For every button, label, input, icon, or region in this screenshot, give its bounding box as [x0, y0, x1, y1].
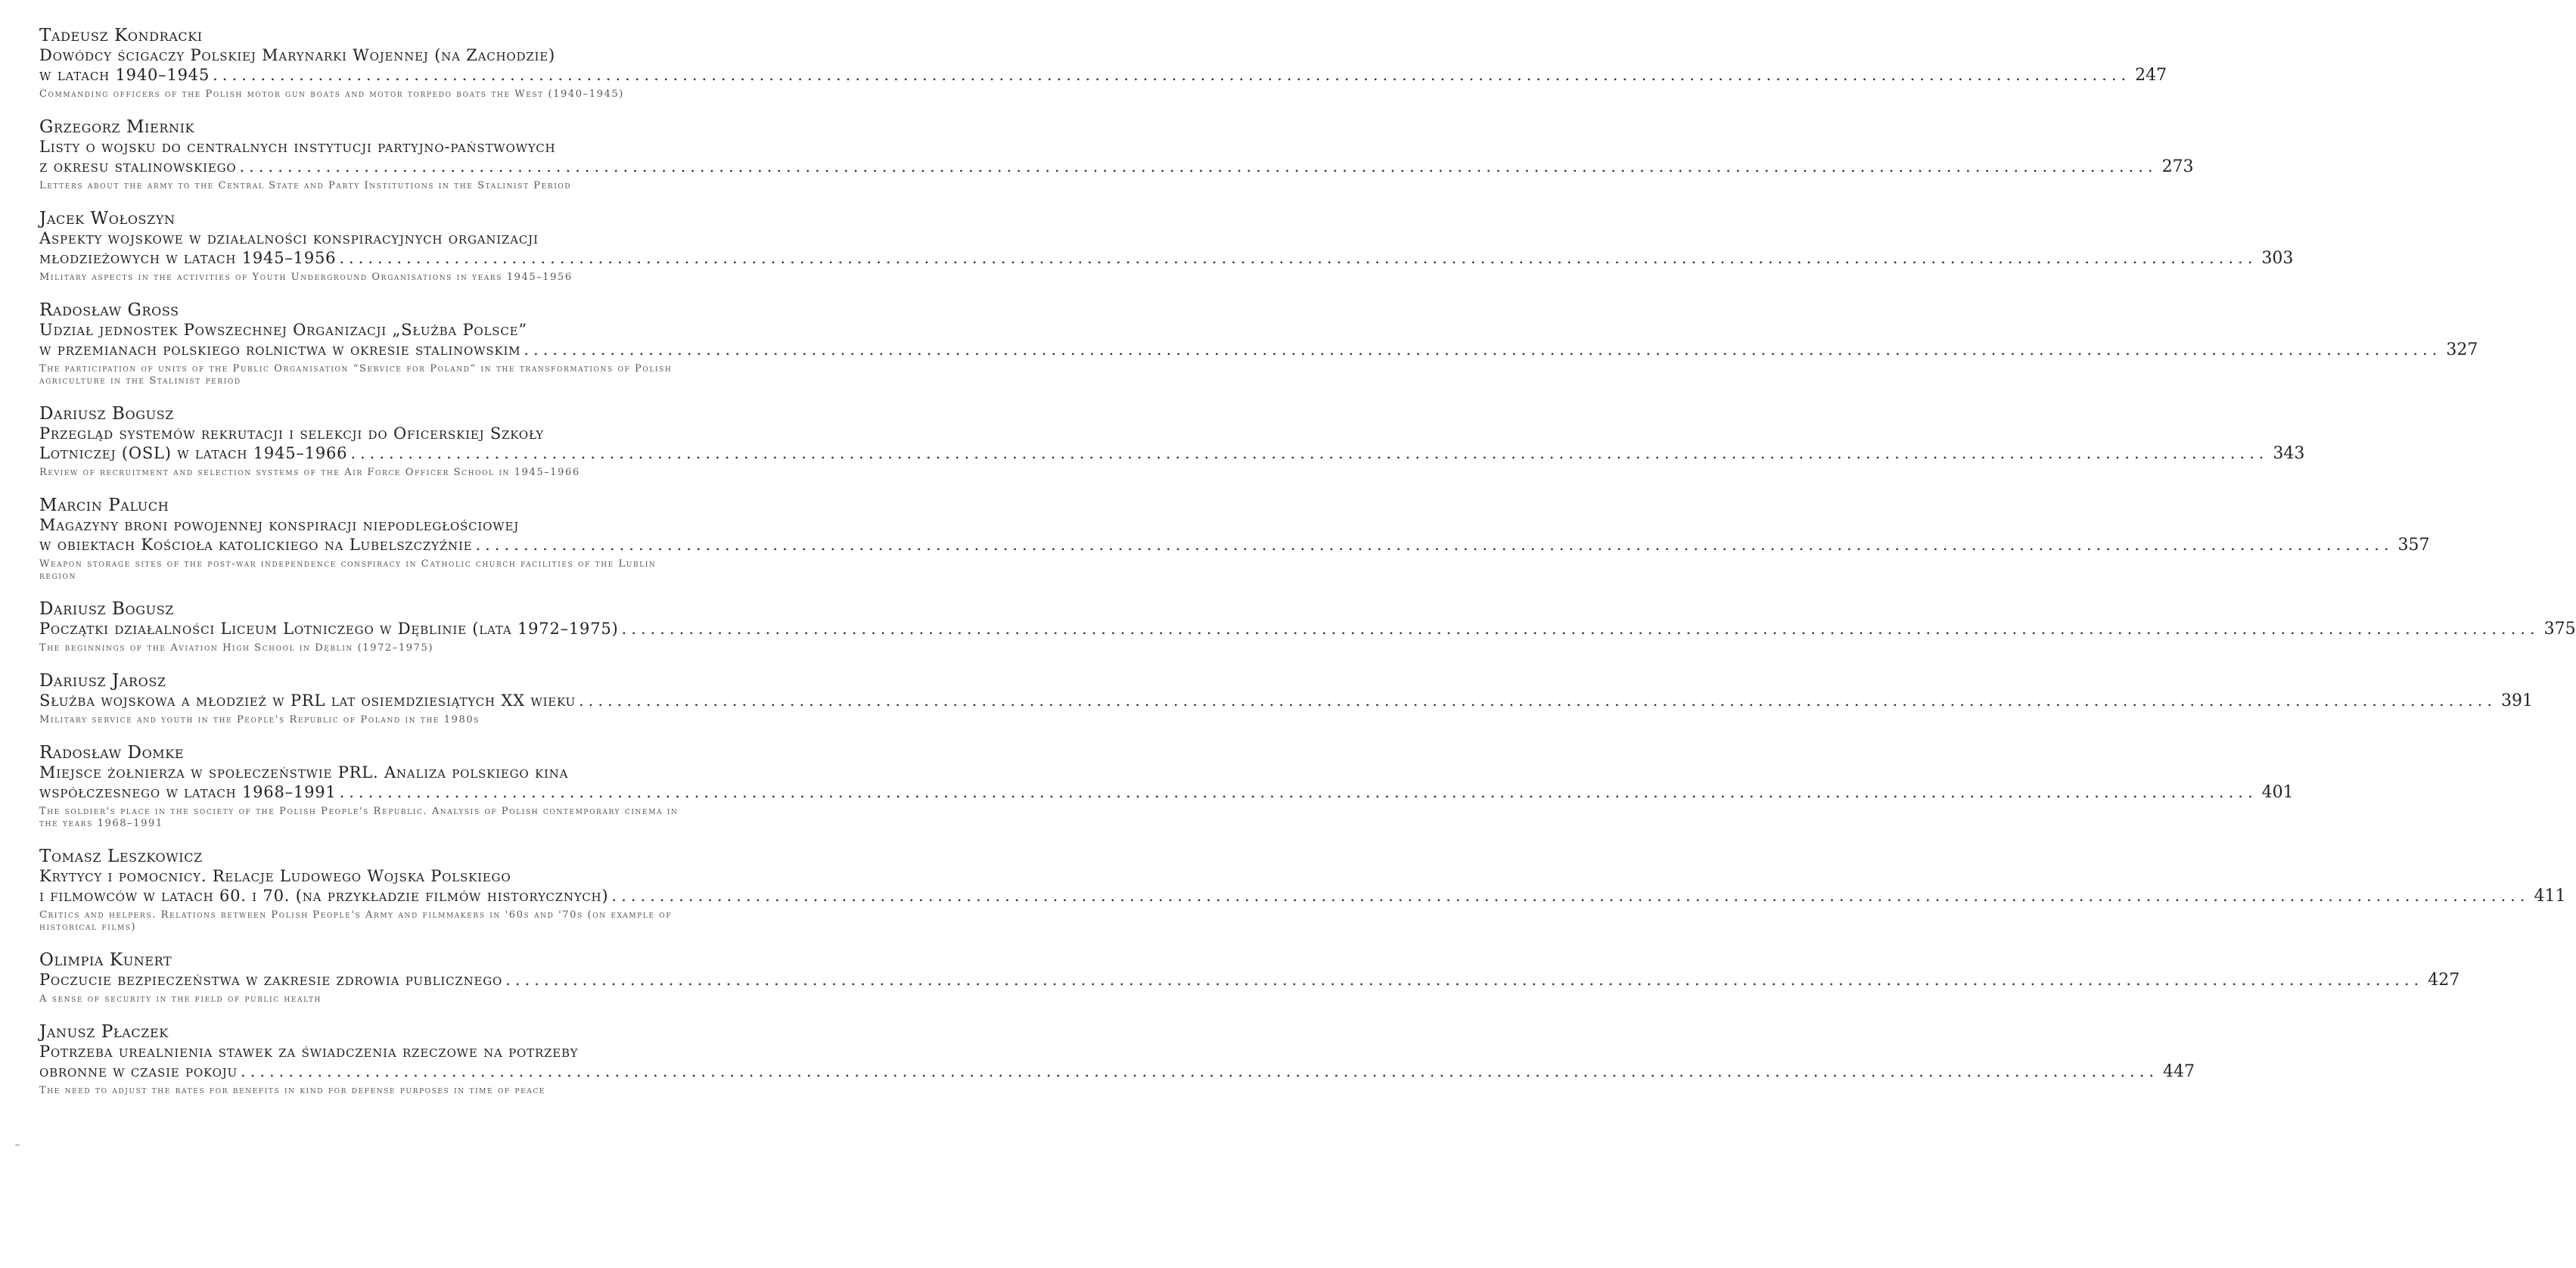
toc-entry [39, 599, 2576, 654]
entry-title-last-line [39, 691, 2534, 711]
dot-leader: ........................................................................................................................................................................................................ [339, 249, 2257, 267]
toc-entry [39, 847, 2566, 934]
entry-title [39, 1042, 2195, 1082]
entry-title-last-line [39, 970, 2460, 990]
entry-title [39, 320, 2478, 360]
entry-page-number: 357 [2397, 536, 2430, 555]
entry-english-title: Review of recruitment and selection systems of the Air Force Officer School in 1945–1966 [39, 467, 580, 478]
toc-entry [39, 496, 2430, 583]
entry-author: Radosław Domke [39, 743, 185, 763]
entry-english-title: Military service and youth in the People's Republic of Poland in the 1980s [39, 714, 480, 726]
entry-title-line: w obiektach Kościoła katolickiego na Lubelszczyźnie [39, 536, 473, 554]
table-of-contents [39, 26, 2576, 1114]
dot-leader: ........................................................................................................................................................................................................ [621, 620, 2540, 638]
scan-speck [15, 1144, 20, 1146]
entry-title [39, 763, 2294, 803]
entry-title-last-line [39, 619, 2576, 639]
dot-leader: ........................................................................................................................................................................................................ [475, 536, 2394, 554]
entry-title-line: z okresu stalinowskiego [39, 157, 237, 176]
entry-title-line: Magazyny broni powojennej konspiracji niepodległościowej [39, 516, 520, 534]
dot-leader: ........................................................................................................................................................................................................ [213, 66, 2131, 84]
dot-leader: ........................................................................................................................................................................................................ [524, 340, 2442, 359]
entry-author: Dariusz Jarosz [39, 671, 166, 691]
entry-title [39, 619, 2576, 639]
entry-title-line: obronne w czasie pokoju [39, 1062, 238, 1080]
entry-page-number: 411 [2534, 887, 2566, 906]
entry-author: Jacek Wołoszyn [39, 209, 176, 228]
dot-leader: ........................................................................................................................................................................................................ [578, 691, 2497, 710]
entry-english-title: Commanding officers of the Polish motor gun boats and motor torpedo boats the West (1940–1945) [39, 89, 624, 100]
entry-title [39, 424, 2305, 464]
entry-title-line: Udział jednostek Powszechnej Organizacji „Służba Polsce” [39, 321, 527, 339]
toc-entry [39, 1022, 2195, 1097]
entry-title [39, 970, 2460, 990]
toc-entry [39, 209, 2294, 284]
entry-page-number: 447 [2163, 1062, 2195, 1081]
entry-title-line: w latach 1940–1945 [39, 66, 210, 84]
entry-title-line: Listy o wojsku do centralnych instytucji partyjno-państwowych [39, 138, 556, 156]
entry-english-title: The participation of units of the Public Organisation “Service for Poland” in the transformations of Polish agriculture in the Stalinist period [39, 363, 673, 387]
entry-title-line: Potrzeba urealnienia stawek za świadczenia rzeczowe na potrzeby [39, 1043, 579, 1061]
entry-title-last-line [39, 248, 2294, 269]
toc-entry [39, 950, 2460, 1005]
dot-leader: ........................................................................................................................................................................................................ [505, 971, 2424, 989]
entry-author: Tomasz Leszkowicz [39, 847, 203, 866]
entry-english-title: The soldier's place in the society of the Polish People's Republic. Analysis of Polish contemporary cinema in the years 1968–1991 [39, 806, 679, 829]
dot-leader: ........................................................................................................................................................................................................ [240, 1062, 2159, 1080]
toc-entry [39, 26, 2167, 101]
entry-page-number: 273 [2161, 157, 2194, 176]
entry-title-line: Krytycy i pomocnicy. Relacje Ludowego Wojska Polskiego [39, 867, 511, 885]
entry-title [39, 515, 2430, 555]
entry-title [39, 691, 2534, 711]
entry-page-number: 427 [2428, 971, 2460, 990]
entry-author: Janusz Płaczek [39, 1022, 169, 1042]
entry-page-number: 401 [2261, 783, 2294, 802]
entry-title-line: Aspekty wojskowe w działalności konspiracyjnych organizacji [39, 229, 539, 247]
entry-page-number: 303 [2261, 249, 2294, 268]
entry-author: Tadeusz Kondracki [39, 26, 203, 45]
entry-title-line: Lotniczej (OSL) w latach 1945–1966 [39, 444, 348, 462]
entry-title-line: Służba wojskowa a młodzież w PRL lat osiemdziesiątych XX wieku [39, 691, 576, 710]
entry-english-title: The need to adjust the rates for benefits in kind for defense purposes in time of peace [39, 1085, 546, 1096]
entry-english-title: The beginnings of the Aviation High School in Dęblin (1972–1975) [39, 642, 434, 654]
entry-title [39, 228, 2294, 269]
entry-title [39, 137, 2194, 177]
entry-english-title: A sense of security in the field of public health [39, 993, 322, 1005]
dot-leader: ........................................................................................................................................................................................................ [239, 157, 2158, 176]
entry-title-line: i filmowców w latach 60. i 70. (na przykładzie filmów historycznych) [39, 887, 609, 905]
entry-page-number: 327 [2446, 340, 2478, 359]
entry-title-last-line [39, 1061, 2195, 1082]
entry-title [39, 45, 2167, 85]
dot-leader: ........................................................................................................................................................................................................ [339, 783, 2257, 801]
entry-title-line: współczesnego w latach 1968–1991 [39, 783, 337, 801]
dot-leader: ........................................................................................................................................................................................................ [350, 444, 2269, 462]
entry-title-last-line [39, 782, 2294, 803]
entry-title-last-line [39, 535, 2430, 555]
dot-leader: ........................................................................................................................................................................................................ [611, 887, 2530, 905]
toc-entry [39, 743, 2294, 830]
entry-author: Dariusz Bogusz [39, 404, 174, 424]
toc-entry [39, 117, 2194, 192]
entry-author: Grzegorz Miernik [39, 117, 195, 137]
entry-title-line: Miejsce żołnierza w społeczeństwie PRL. Analiza polskiego kina [39, 763, 569, 782]
entry-title-last-line [39, 65, 2167, 85]
entry-page-number: 375 [2543, 620, 2576, 639]
entry-title-last-line [39, 340, 2478, 360]
entry-author: Olimpia Kunert [39, 950, 172, 970]
entry-author: Marcin Paluch [39, 496, 169, 515]
entry-english-title: Weapon storage sites of the post-war independence conspiracy in Catholic church facilities of the Lublin region [39, 558, 657, 582]
entry-author: Radosław Gross [39, 300, 179, 320]
entry-title-last-line [39, 886, 2566, 906]
entry-english-title: Letters about the army to the Central State and Party Institutions in the Stalinist Period [39, 180, 572, 191]
entry-title-line: Poczucie bezpieczeństwa w zakresie zdrowia publicznego [39, 971, 503, 989]
entry-page-number: 343 [2273, 444, 2305, 463]
entry-page-number: 247 [2135, 66, 2167, 85]
entry-title-line: w przemianach polskiego rolnictwa w okresie stalinowskim [39, 340, 521, 359]
entry-title [39, 866, 2566, 906]
entry-title-line: Dowódcy ścigaczy Polskiej Marynarki Wojennej (na Zachodzie) [39, 46, 556, 64]
entry-page-number: 391 [2501, 691, 2534, 710]
entry-title-line: młodzieżowych w latach 1945–1956 [39, 249, 337, 267]
entry-english-title: Military aspects in the activities of Youth Underground Organisations in years 1945–1956 [39, 272, 573, 283]
entry-title-last-line [39, 443, 2305, 464]
entry-english-title: Critics and helpers. Relations between Polish People's Army and filmmakers in '60s and '70s (on example of historical films) [39, 909, 673, 933]
toc-entry [39, 671, 2534, 726]
entry-title-last-line [39, 157, 2194, 177]
toc-entry [39, 300, 2478, 387]
entry-author: Dariusz Bogusz [39, 599, 174, 619]
toc-entry [39, 404, 2305, 479]
entry-title-line: Początki działalności Liceum Lotniczego w Dęblinie (lata 1972–1975) [39, 620, 619, 638]
entry-title-line: Przegląd systemów rekrutacji i selekcji do Oficerskiej Szkoły [39, 424, 545, 443]
